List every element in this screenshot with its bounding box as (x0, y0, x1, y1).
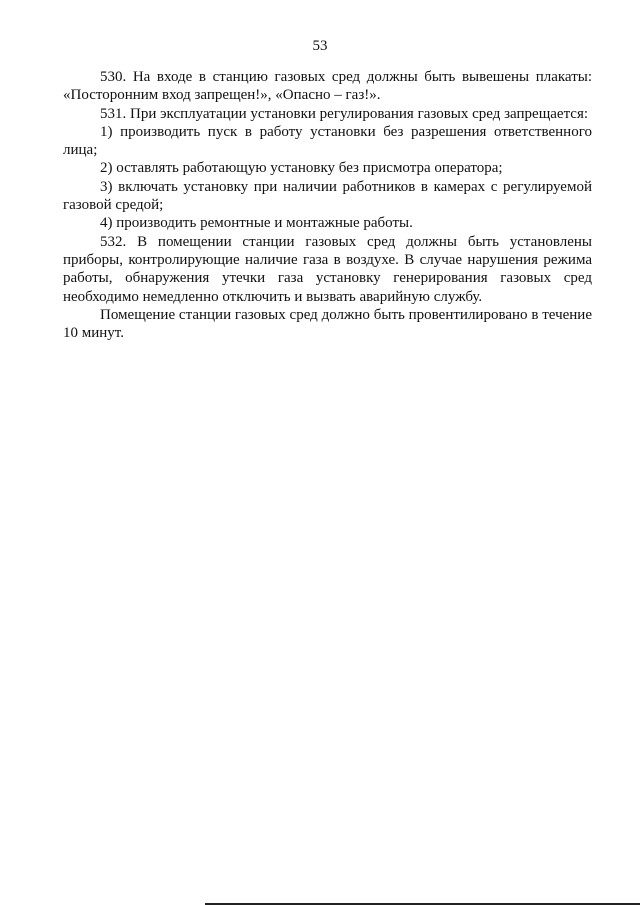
page-number: 53 (312, 38, 328, 54)
list-item-3: 3) включать установку при наличии работников в камерах с регулируемой газовой средой; (63, 178, 592, 214)
paragraph-532: 532. В помещении станции газовых сред должны быть установлены приборы, контролирующие наличие газа в воздухе. В случае нарушения режима работы, обнаружения утечки газа установку генерирования газовых сред необходимо немедленно отключить и вызвать аварийную службу. (63, 233, 592, 305)
paragraph-531: 531. При эксплуатации установки регулирования газовых сред запрещается: (100, 105, 589, 122)
list-item-2: 2) оставлять работающую установку без присмотра оператора; (100, 160, 503, 177)
paragraph-ventilation: Помещение станции газовых сред должно быть провентилировано в течение 10 минут. (63, 306, 592, 342)
list-item-1: 1) производить пуск в работу установки без разрешения ответственного лица; (63, 123, 592, 159)
list-item-4: 4) производить ремонтные и монтажные работы. (100, 215, 413, 232)
paragraph-530: 530. На входе в станцию газовых сред должны быть вывешены плакаты: «Посторонним вход запрещен!», «Опасно – газ!». (63, 69, 592, 104)
document-body (63, 68, 592, 342)
